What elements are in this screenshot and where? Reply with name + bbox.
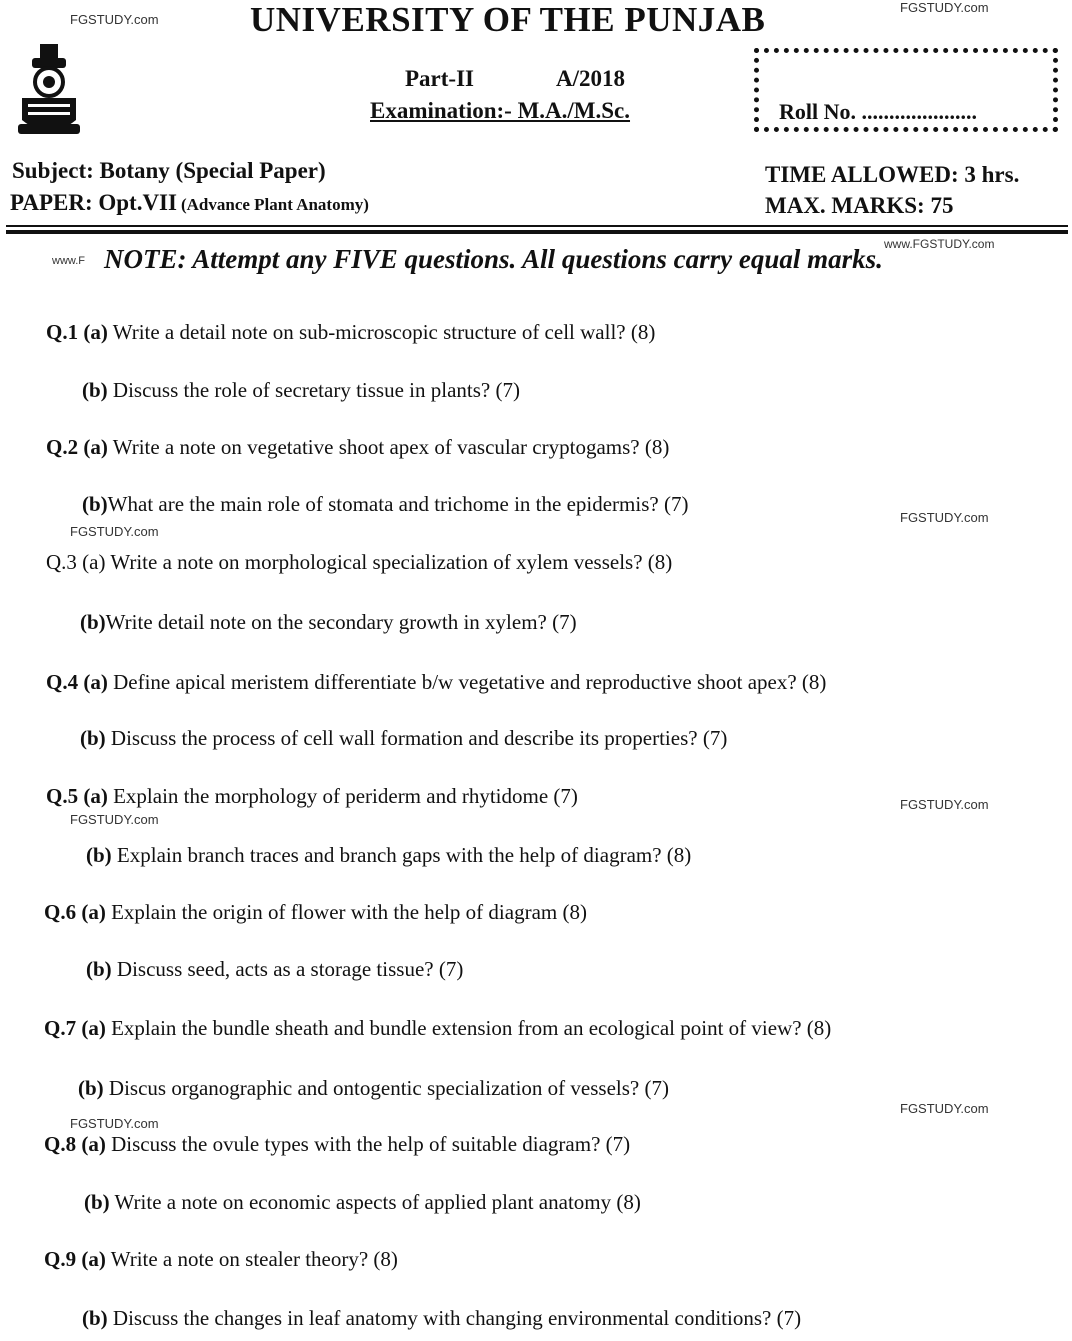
question-text: Define apical meristem differentiate b/w vegetative and reproductive shoot apex? (8) bbox=[113, 670, 827, 694]
question-number: Q.6 bbox=[44, 900, 77, 924]
max-marks: MAX. MARKS: 75 bbox=[765, 193, 954, 218]
question-part: (a) bbox=[81, 1016, 106, 1040]
university-crest-icon bbox=[18, 42, 80, 142]
question-text: Discuss the changes in leaf anatomy with changing environmental conditions? (7) bbox=[112, 1306, 802, 1330]
question-text: Discuss the ovule types with the help of suitable diagram? (7) bbox=[111, 1132, 631, 1156]
paper-label: PAPER: Opt.VII bbox=[10, 190, 177, 215]
watermark-note-prefix: www.F bbox=[52, 255, 85, 267]
part-label: Part-II bbox=[405, 66, 474, 91]
watermark-top-right: FGSTUDY.com bbox=[900, 0, 989, 15]
question-text: What are the main role of stomata and trichome in the epidermis? (7) bbox=[107, 492, 689, 516]
header-rule-thick bbox=[6, 230, 1068, 234]
question-1a bbox=[46, 320, 655, 345]
question-number: Q.1 bbox=[46, 320, 79, 344]
question-part: (b) bbox=[78, 1076, 104, 1100]
question-6b bbox=[86, 957, 463, 982]
watermark-q5a-right: FGSTUDY.com bbox=[900, 797, 989, 812]
question-part: (b) bbox=[80, 726, 106, 750]
question-2a bbox=[46, 435, 669, 460]
question-part: (a) bbox=[83, 784, 108, 808]
question-part: (b) bbox=[86, 957, 112, 981]
question-text: Write detail note on the secondary growth in xylem? (7) bbox=[105, 610, 577, 634]
instructions-note: NOTE: Attempt any FIVE questions. All questions carry equal marks. bbox=[104, 244, 883, 274]
question-part: (a) bbox=[83, 320, 108, 344]
question-5a bbox=[46, 784, 578, 809]
question-8a bbox=[44, 1132, 630, 1157]
watermark-q7b-right: FGSTUDY.com bbox=[900, 1101, 989, 1116]
roll-number-box bbox=[754, 48, 1058, 132]
question-part: (b) bbox=[86, 843, 112, 867]
question-text: Write a detail note on sub-microscopic structure of cell wall? (8) bbox=[112, 320, 656, 344]
subject-label: Subject: Botany (Special Paper) bbox=[12, 158, 326, 183]
question-part: (a) bbox=[81, 1132, 106, 1156]
question-text: Write a note on stealer theory? (8) bbox=[110, 1247, 398, 1271]
question-part: (a) bbox=[83, 435, 108, 459]
question-7b bbox=[78, 1076, 669, 1101]
question-number: Q.5 bbox=[46, 784, 79, 808]
header-rule-thin bbox=[6, 225, 1068, 227]
question-1b bbox=[82, 378, 520, 403]
question-part: (b) bbox=[84, 1190, 110, 1214]
question-number: Q.4 bbox=[46, 670, 79, 694]
question-part: (a) bbox=[81, 1247, 106, 1271]
question-text: Write a note on economic aspects of applied plant anatomy (8) bbox=[114, 1190, 641, 1214]
time-allowed: TIME ALLOWED: 3 hrs. bbox=[765, 162, 1020, 187]
question-number: Q.3 bbox=[46, 550, 77, 574]
question-text: Write a note on morphological specialization of xylem vessels? (8) bbox=[110, 550, 673, 574]
paper-line bbox=[10, 190, 369, 216]
paper-subtitle: (Advance Plant Anatomy) bbox=[180, 195, 369, 214]
question-3b bbox=[80, 610, 577, 635]
question-8b bbox=[84, 1190, 641, 1215]
question-text: Explain the morphology of periderm and rhytidome (7) bbox=[113, 784, 578, 808]
question-part: (b) bbox=[82, 1306, 108, 1330]
question-text: Discus organographic and ontogentic specialization of vessels? (7) bbox=[108, 1076, 669, 1100]
question-text: Discuss seed, acts as a storage tissue? (7) bbox=[116, 957, 464, 981]
watermark-under-note: www.FGSTUDY.com bbox=[884, 237, 995, 251]
question-number: Q.2 bbox=[46, 435, 79, 459]
question-number: Q.9 bbox=[44, 1247, 77, 1271]
university-title: UNIVERSITY OF THE PUNJAB bbox=[250, 0, 766, 39]
roll-number-label: Roll No. ..................... bbox=[779, 99, 977, 124]
watermark-q5a-below: FGSTUDY.com bbox=[70, 812, 159, 827]
watermark-top-left: FGSTUDY.com bbox=[70, 12, 159, 27]
question-text: Write a note on vegetative shoot apex of vascular cryptogams? (8) bbox=[112, 435, 670, 459]
question-7a bbox=[44, 1016, 831, 1041]
question-4b bbox=[80, 726, 727, 751]
question-text: Explain the origin of flower with the help of diagram (8) bbox=[111, 900, 587, 924]
question-5b bbox=[86, 843, 691, 868]
watermark-q3: FGSTUDY.com bbox=[70, 524, 159, 539]
question-part: (b) bbox=[82, 492, 108, 516]
question-number: Q.7 bbox=[44, 1016, 77, 1040]
question-text: Explain the bundle sheath and bundle extension from an ecological point of view? (8) bbox=[111, 1016, 832, 1040]
question-2b bbox=[82, 492, 688, 517]
watermark-q8: FGSTUDY.com bbox=[70, 1116, 159, 1131]
question-part: (a) bbox=[82, 550, 106, 574]
question-text: Discuss the process of cell wall formation and describe its properties? (7) bbox=[110, 726, 728, 750]
question-number: Q.8 bbox=[44, 1132, 77, 1156]
examination-label: Examination:- M.A./M.Sc. bbox=[370, 98, 631, 123]
question-9a bbox=[44, 1247, 398, 1272]
session-label: A/2018 bbox=[556, 66, 625, 91]
question-text: Explain branch traces and branch gaps with the help of diagram? (8) bbox=[116, 843, 692, 867]
watermark-q2b: FGSTUDY.com bbox=[900, 510, 989, 525]
question-6a bbox=[44, 900, 587, 925]
question-9b bbox=[82, 1306, 801, 1331]
question-4a bbox=[46, 670, 826, 695]
question-part: (a) bbox=[81, 900, 106, 924]
question-part: (b) bbox=[82, 378, 108, 402]
question-part: (b) bbox=[80, 610, 106, 634]
question-text: Discuss the role of secretary tissue in plants? (7) bbox=[112, 378, 520, 402]
question-3a bbox=[46, 550, 672, 575]
question-part: (a) bbox=[83, 670, 108, 694]
